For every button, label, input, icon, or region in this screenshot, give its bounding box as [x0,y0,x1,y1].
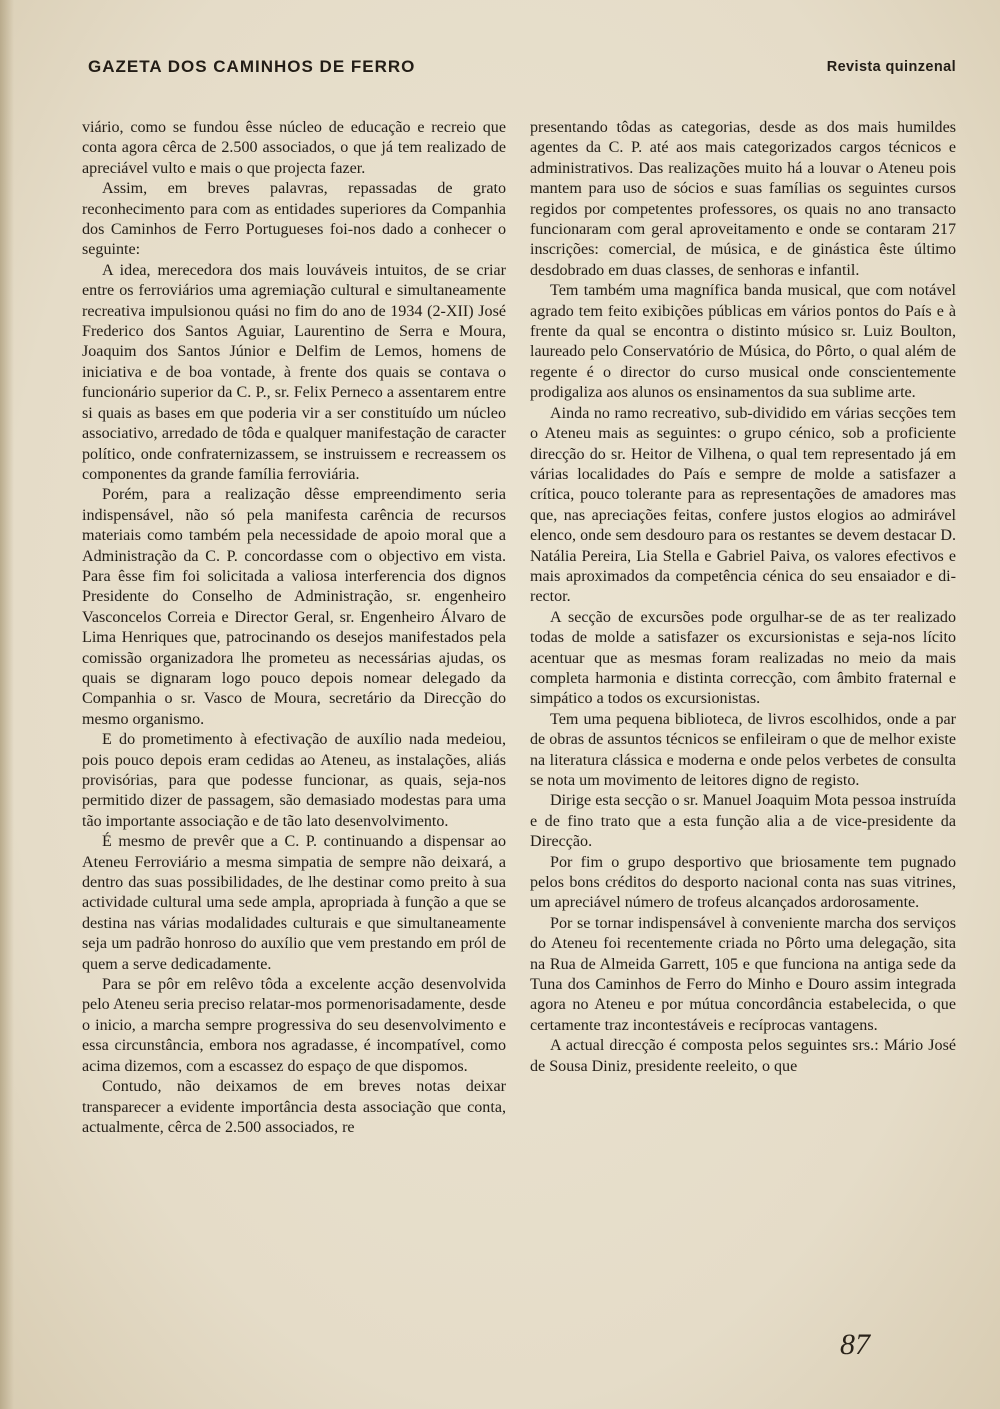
paragraph: viário, como se fundou êsse núcleo de educação e recreio que conta agora cêrca de 2.500 associados, o que já tem realizado de apreciável vulto e mais o que projecta fazer. [82,119,506,177]
paragraph: Tem uma pequena biblioteca, de livros escolhidos, onde a par de obras de assuntos técnicos se enfileiram o que de melhor existe na literatura clássica e moderna e onde pelos verbetes de consulta se nota um movimento de leitores digno de registo. [530,710,956,789]
page-number: 87 [840,1328,870,1361]
paragraph: Ainda no ramo recreativo, sub-dividido em várias secções tem o Ateneu mais as seguintes: o grupo cénico, sob a proficiente direcção do sr. Heitor de Vilhena, o qual tem representado já em várias localidades do País e sempre de molde a satisfazer a crítica, pouco tolerante para as representações de amadores mas que, nas apreciações feitas, confere justos elogios ao admirável elenco, onde sem desdouro para os restantes se devem destacar D. Natália Pereira, Lia Stella e Gabriel Paiva, os valores efectivos e mais aproximados da competência cénica do seu ensaiador e director. [530,404,956,606]
paragraph: Contudo, não deixamos de em breves notas deixar transparecer a evidente importância desta associação que conta, actualmente, cêrca de 2.500 associados, re [82,1078,506,1136]
right-column [530,118,956,1077]
paragraph: Dirige esta secção o sr. Manuel Joaquim Mota pessoa instruída e de fino trato que a esta função alia a de vice-presidente da Direcção. [530,792,956,851]
left-column [82,118,506,1138]
paragraph: Porém, para a realização dêsse empreendimento seria indispensável, não só pela manifesta carência de recursos materiais como também pela necessidade de apoio moral que a Administração da C. P. concordasse com o objectivo em vista. Para êsse fim foi solicitada a valiosa interferencia dos dignos Presidente do Conselho de Administração, sr. engenheiro Vasconcelos Correia e Director Geral, sr. Engenheiro Álvaro de Lima Henriques que, patrocinando os desejos manifestados pela comissão organizadora lhe prometeu as necessárias ajudas, os quais se dignaram logo pouco depois nomear delegado da Companhia o sr. Vasco de Moura, secretário da Direcção do mesmo organismo. [82,486,506,728]
paragraph: Tem também uma magnífica banda musical, que com notável agrado tem feito exibições públicas em vários pontos do País e à frente da qual se encontra o distinto músico sr. Luiz Boulton, laureado pelo Conservatório de Música, do Pôrto, o qual além de regente é o director do curso musical onde conscientemente prodigaliza aos alunos os ensinamentos da sua sublime arte. [530,282,956,402]
paragraph: Por fim o grupo desportivo que briosamente tem pugnado pelos bons créditos do desporto nacional conta nas suas vitrines, um apreciável número de trofeus alcançados ardorosamente. [530,853,956,912]
paragraph: presentando tôdas as categorias, desde as dos mais humildes agentes da C. P. até aos mais categorizados cargos técnicos e administrativos. Das realizações muito há a louvar o Ateneu pois mantem para uso de sócios e suas famílias os seguintes cursos regidos por competentes professores, os quais no ano transacto funcionaram com geral aproveitamento e onde se contaram 217 inscrições: comercial, de música, e de ginástica êste último desdobrado em duas classes, de senhoras e infantil. [530,119,956,279]
paragraph: Assim, em breves palavras, repassadas de grato reconhecimento para com as entidades superiores da Companhia dos Caminhos de Ferro Portugueses foi-nos dado a conhecer o seguinte: [82,180,506,259]
paragraph: A actual direcção é composta pelos seguintes srs.: Mário José de Sousa Diniz, presidente reeleito, o que [530,1037,956,1075]
page-header [88,57,956,83]
page-edge-shadow [0,0,14,1409]
paragraph: Por se tornar indispensável à conveniente marcha dos serviços do Ateneu foi recentemente criada no Pôrto uma delegação, sita na Rua de Almeida Garrett, 105 e que funciona na antiga sede da Tuna dos Caminhos de Ferro do Minho e Douro assim integrada agora no Ateneu e por mútua concordância estabelecida, o que certamente traz incontestáveis e recíprocas vantagens. [530,914,956,1034]
paragraph: E do prometimento à efectivação de auxílio nada medeiou, pois pouco depois eram cedidas ao Ateneu, as instalações, aliás provisórias, para que podesse funcionar, as quais, seja-nos permitido dizer de passagem, são demasiado modestas para uma tão importante associação e de tão lato desenvolvimento. [82,731,506,830]
paragraph: A idea, merecedora dos mais louváveis intuitos, de se criar entre os ferroviários uma agremiação cultural e simultaneamente recreativa impulsionou quási no fim do ano de 1934 (2-XII) José Frederico dos Santos Aguiar, Laurentino de Serra e Moura, Joaquim dos Santos Júnior e Delfim de Lemos, homens de iniciativa e de boa vontade, à frente dos quais se contava o funcionário superior da C. P., sr. Felix Perneco a assentarem entre si quais as bases em que poderia vir a ser constituído um núcleo associativo, arredado de tôda e qualquer manifestação de caracter político, onde confraternizassem, se instruissem e recreassem os componentes da grande família ferroviária. [82,261,506,483]
publication-title: GAZETA DOS CAMINHOS DE FERRO [88,57,416,76]
publication-subtitle: Revista quinzenal [826,59,956,75]
paragraph: É mesmo de prevêr que a C. P. continuando a dispensar ao Ateneu Ferroviário a mesma simpatia de sempre não deixará, a dentro das suas possibilidades, de lhe destinar como preito à sua actividade cultural uma sede ampla, apropriada à função a que se destina nas várias modalidades culturais e que simultaneamente seja um padrão honroso do auxílio que vem prestando em pról de quem a serve dedicadamente. [82,833,506,973]
paragraph: Para se pôr em relêvo tôda a excelente acção desenvolvida pelo Ateneu seria preciso relatar-mos pormenorisadamente, desde o inicio, a marcha sempre progressiva do seu desenvolvimento e essa circunstância, embora nos agradasse, é incompatível, como acima dizemos, com a escassez do espaço de que dispomos. [82,976,506,1075]
paragraph: A secção de excursões pode orgulhar-se de as ter realizado todas de molde a satisfazer os excursionistas e seja-nos lícito acentuar que as mesmas foram realizadas no meio da mais completa harmonia e distinta correcção, com âmbito fraternal e simpático a todos os excursionistas. [530,608,956,708]
